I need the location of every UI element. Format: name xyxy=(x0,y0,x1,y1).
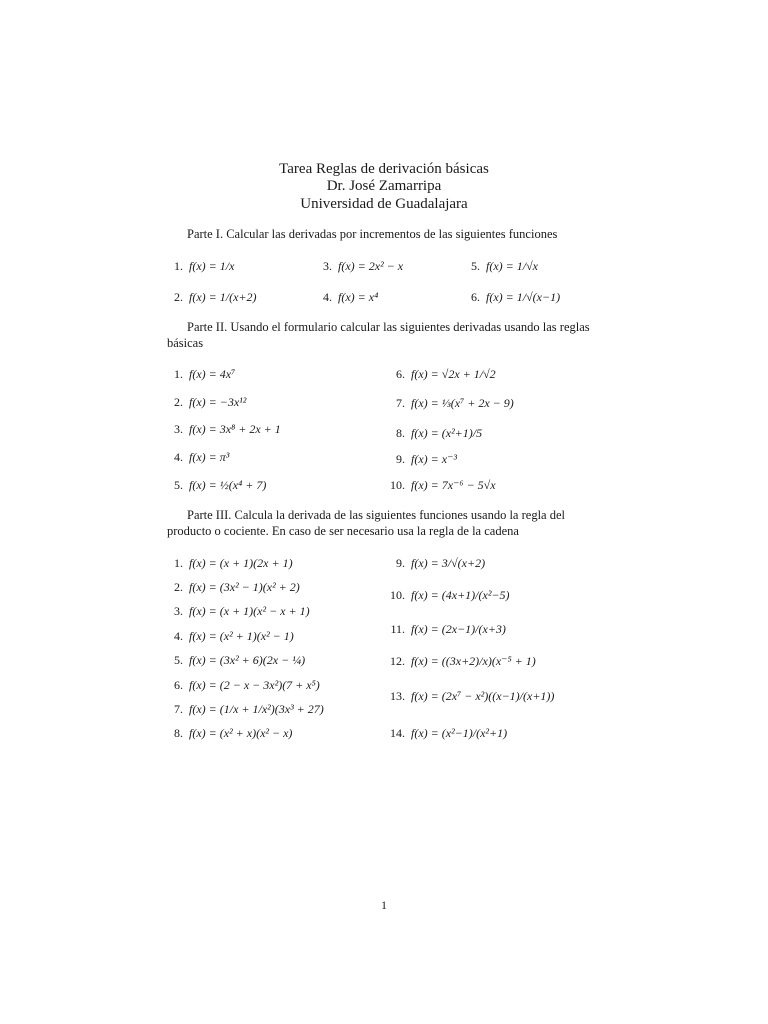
part3-item-7: 7. f(x) = (1/x + 1/x²)(3x³ + 27) xyxy=(174,702,324,716)
part1-item-3: 3. f(x) = 2x² − x xyxy=(323,259,404,273)
part2-item-9: 9. f(x) = x⁻³ xyxy=(396,452,458,466)
part3-item-11: 11. f(x) = (2x−1)/(x+3) xyxy=(390,622,506,636)
part1-item-2: 2. f(x) = 1/(x+2) xyxy=(174,290,257,304)
part2-item-8: 8. f(x) = (x²+1)/5 xyxy=(396,426,483,440)
part2-item-3: 3. f(x) = 3x⁸ + 2x + 1 xyxy=(174,422,281,436)
part3-item-14: 14. f(x) = (x²−1)/(x²+1) xyxy=(390,726,508,740)
part3-intro: Parte III. Calcula la derivada de las siguientes funciones usando la regla del producto o cociente. En caso de ser necesario usa la regla de la cadena xyxy=(167,508,565,538)
part3-item-13: 13. f(x) = (2x⁷ − x²)((x−1)/(x+1)) xyxy=(390,689,555,703)
page-number: 1 xyxy=(381,898,387,912)
part3-item-8: 8. f(x) = (x² + x)(x² − x) xyxy=(174,726,293,740)
part1-intro: Parte I. Calcular las derivadas por incrementos de las siguientes funciones xyxy=(187,227,558,241)
part2-item-1: 1. f(x) = 4x⁷ xyxy=(174,367,236,381)
part2-item-10: 10. f(x) = 7x⁻⁶ − 5√x xyxy=(390,478,496,492)
part2-item-2: 2. f(x) = −3x¹² xyxy=(174,395,247,409)
part1-item-5: 5. f(x) = 1/√x xyxy=(471,259,538,273)
part1-item-1: 1. f(x) = 1/x xyxy=(174,259,235,273)
part2-item-6: 6. f(x) = √2x + 1/√2 xyxy=(396,367,496,381)
document-title: Tarea Reglas de derivación básicas xyxy=(279,161,489,177)
author-name: Dr. José Zamarripa xyxy=(326,178,442,194)
part2-item-5: 5. f(x) = ½(x⁴ + 7) xyxy=(174,478,267,492)
part3-item-10: 10. f(x) = (4x+1)/(x²−5) xyxy=(390,588,510,602)
part3-item-1: 1. f(x) = (x + 1)(2x + 1) xyxy=(174,556,293,570)
part3-item-9: 9. f(x) = 3/√(x+2) xyxy=(396,556,486,570)
part3-item-5: 5. f(x) = (3x² + 6)(2x − ¼) xyxy=(174,653,306,667)
part3-item-4: 4. f(x) = (x² + 1)(x² − 1) xyxy=(174,629,294,643)
part3-item-2: 2. f(x) = (3x² − 1)(x² + 2) xyxy=(174,580,300,594)
part2-item-7: 7. f(x) = ⅓(x⁷ + 2x − 9) xyxy=(396,396,514,410)
part1-item-6: 6. f(x) = 1/√(x−1) xyxy=(471,290,561,304)
part2-item-4: 4. f(x) = π³ xyxy=(174,450,230,464)
part3-item-12: 12. f(x) = ((3x+2)/x)(x⁻⁵ + 1) xyxy=(390,654,536,668)
part3-item-6: 6. f(x) = (2 − x − 3x²)(7 + x⁵) xyxy=(174,678,320,692)
institution-name: Universidad de Guadalajara xyxy=(300,196,468,212)
part2-intro: Parte II. Usando el formulario calcular las siguientes derivadas usando las reglas básicas xyxy=(167,320,590,350)
part1-item-4: 4. f(x) = x⁴ xyxy=(323,290,379,304)
part3-item-3: 3. f(x) = (x + 1)(x² − x + 1) xyxy=(174,604,310,618)
